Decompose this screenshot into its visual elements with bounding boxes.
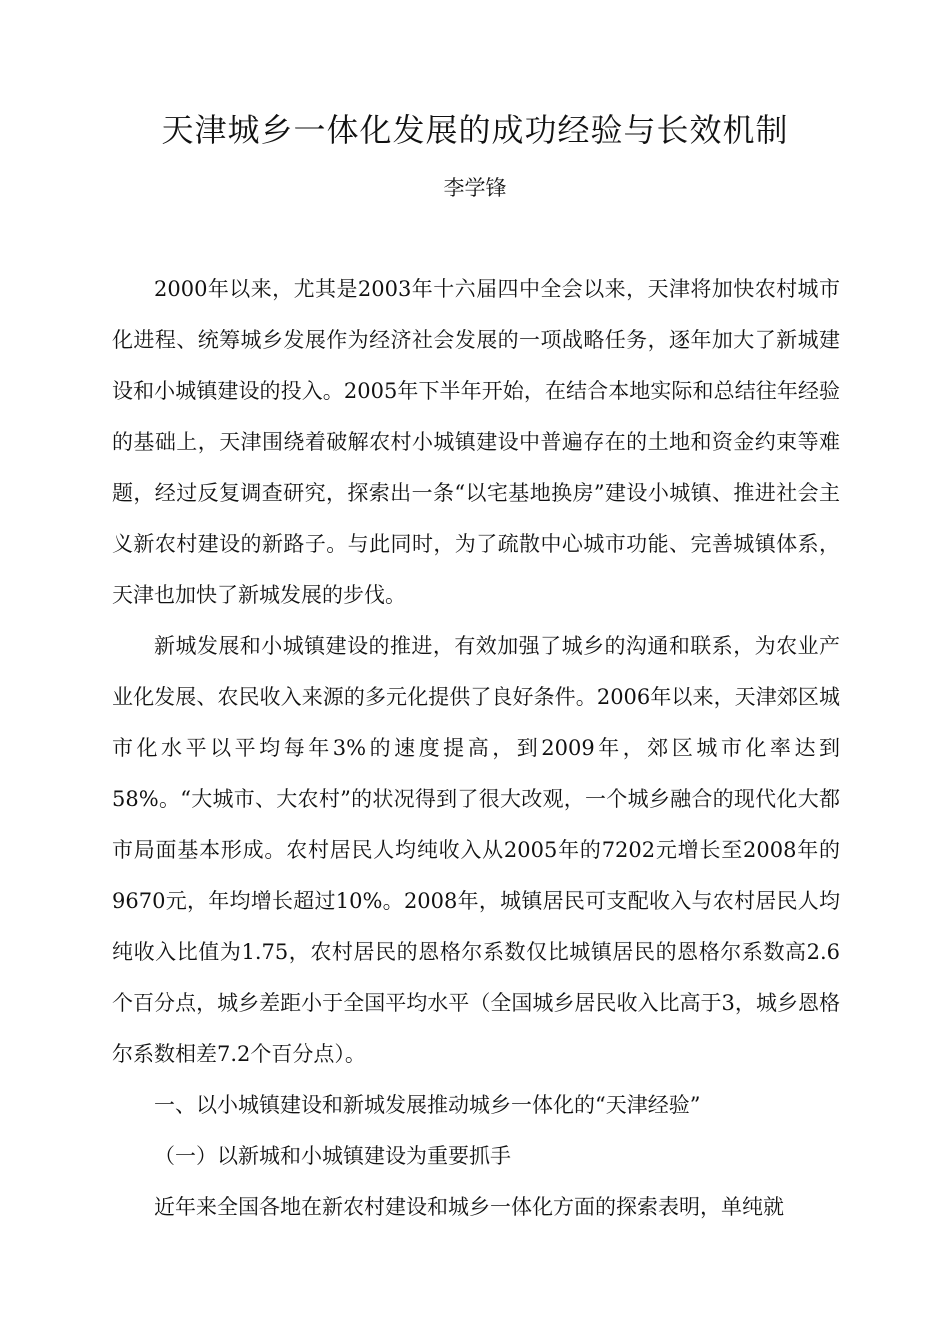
subsection-heading: （一）以新城和小城镇建设为重要抓手 <box>154 1144 511 1168</box>
document-body <box>112 264 840 1233</box>
document-author: 李学锋 <box>443 176 507 200</box>
section-heading: 一、以小城镇建设和新城发展推动城乡一体化的“天津经验” <box>154 1093 701 1117</box>
body-paragraph-1: 2000年以来，尤其是2003年十六届四中全会以来，天津将加快农村城市化进程、统筹城乡发展作为经济社会发展的一项战略任务，逐年加大了新城建设和小城镇建设的投入。2005年下半年开始，在结合本地实际和总结往年经验的基础上，天津围绕着破解农村小城镇建设中普遍存在的土地和资金约束等难题，经过反复调查研究，探索出一条“以宅基地换房”建设小城镇、推进社会主义新农村建设的新路子。与此同时，为了疏散中心城市功能、完善城镇体系，天津也加快了新城发展的步伐。 <box>112 277 840 607</box>
body-paragraph-2: 新城发展和小城镇建设的推进，有效加强了城乡的沟通和联系，为农业产业化发展、农民收入来源的多元化提供了良好条件。2006年以来，天津郊区城市化水平以平均每年3%的速度提高，到2009年，郊区城市化率达到58%。“大城市、大农村”的状况得到了很大改观，一个城乡融合的现代化大都市局面基本形成。农村居民人均纯收入从2005年的7202元增长至2008年的9670元，年均增长超过10%。2008年，城镇居民可支配收入与农村居民人均纯收入比值为1.75，农村居民的恩格尔系数仅比城镇居民的恩格尔系数高2.6个百分点，城乡差距小于全国平均水平（全国城乡居民收入比高于3，城乡恩格尔系数相差7.2个百分点）。 <box>112 634 840 1066</box>
body-paragraph-3: 近年来全国各地在新农村建设和城乡一体化方面的探索表明，单纯就 <box>154 1195 784 1219</box>
document-title: 天津城乡一体化发展的成功经验与长效机制 <box>161 111 789 149</box>
